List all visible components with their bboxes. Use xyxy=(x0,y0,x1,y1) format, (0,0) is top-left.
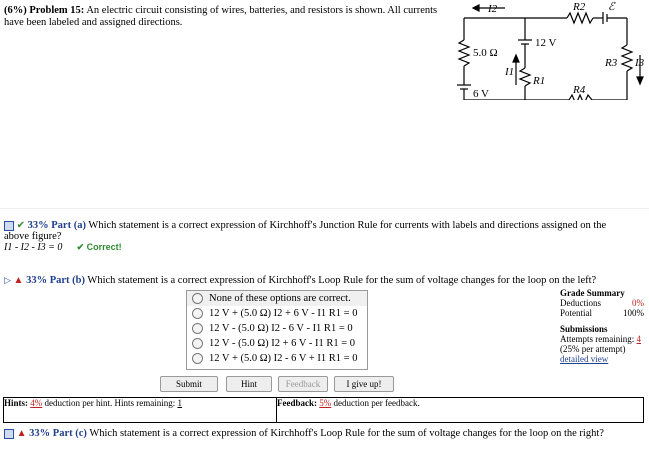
option-0[interactable]: None of these options are correct. xyxy=(187,291,367,306)
part-b-title xyxy=(4,275,644,286)
collapse-icon[interactable] xyxy=(4,221,14,231)
label-6V: 6 V xyxy=(473,88,489,100)
warning-icon-c: ▲ xyxy=(16,428,27,440)
feedback-box: Feedback: 5% deduction per feedback. xyxy=(276,397,644,423)
label-I2: I2 xyxy=(488,3,498,15)
label-I3: I3 xyxy=(635,57,645,69)
problem-text-1: An electric circuit consisting of wires, batteries, and resistors is shown. All currents xyxy=(86,5,438,16)
hint-button[interactable]: Hint xyxy=(226,376,272,392)
problem-header xyxy=(4,5,454,29)
label-R4: R4 xyxy=(573,84,586,96)
part-a-answer: I1 - I2 - I3 = 0 xyxy=(4,242,63,254)
part-a xyxy=(4,220,644,253)
part-c xyxy=(4,428,644,439)
divider xyxy=(0,208,649,209)
answer-options xyxy=(186,290,368,370)
hints-box: Hints: 4% deduction per hint. Hints remaining: 1 xyxy=(3,397,277,423)
part-c-percent[interactable]: 33% Part (c) xyxy=(29,428,87,439)
radio-0[interactable] xyxy=(192,293,203,304)
radio-2[interactable] xyxy=(192,323,203,334)
label-R1: R1 xyxy=(533,75,546,87)
radio-1[interactable] xyxy=(192,308,203,319)
part-a-status: ✔ Correct! xyxy=(76,242,122,253)
label-I1: I1 xyxy=(505,66,515,78)
radio-3[interactable] xyxy=(192,338,203,349)
part-a-percent[interactable]: 33% Part (a) xyxy=(27,220,86,231)
submit-button[interactable]: Submit xyxy=(160,376,218,392)
problem-points: (6%) xyxy=(4,5,27,16)
label-R2: R2 xyxy=(573,1,586,13)
grade-summary: Grade Summary Deductions 0% Potential 100% Submissions Attempts remaining: 4 (25% per attempt) detailed view xyxy=(560,288,644,364)
problem-title: Problem 15: xyxy=(29,5,85,16)
option-1[interactable]: 12 V + (5.0 Ω) I2 + 6 V - I1 R1 = 0 xyxy=(187,306,367,321)
option-4[interactable]: 12 V + (5.0 Ω) I2 - 6 V + I1 R1 = 0 xyxy=(187,351,367,366)
circuit-diagram xyxy=(455,0,647,100)
feedback-button[interactable]: Feedback xyxy=(278,376,328,392)
expand-icon[interactable]: ▷ xyxy=(4,275,11,286)
label-R3: R3 xyxy=(605,57,618,69)
give-up-button[interactable]: I give up! xyxy=(334,376,394,392)
grade-title: Grade Summary xyxy=(560,288,625,298)
label-12V: 12 V xyxy=(535,37,557,49)
radio-4[interactable] xyxy=(192,353,203,364)
part-c-question: Which statement is a correct expression of Kirchhoff's Loop Rule for the sum of voltage changes for the loop on the right? xyxy=(89,428,604,439)
part-a-question: Which statement is a correct expression of Kirchhoff's Junction Rule for currents with labels and directions assigned on the xyxy=(88,220,607,231)
checkmark-icon: ✔ xyxy=(16,220,26,232)
warning-icon: ▲ xyxy=(13,275,24,287)
label-5ohm: 5.0 Ω xyxy=(473,47,498,59)
detailed-view-link[interactable]: detailed view xyxy=(560,354,609,364)
part-b-question: Which statement is a correct expression of Kirchhoff's Loop Rule for the sum of voltage changes for the loop on the left? xyxy=(87,275,597,286)
label-emf: ℰ xyxy=(608,1,615,13)
collapse-icon-c[interactable] xyxy=(4,429,14,439)
part-b-percent[interactable]: 33% Part (b) xyxy=(26,275,85,286)
option-3[interactable]: 12 V - (5.0 Ω) I2 + 6 V - I1 R1 = 0 xyxy=(187,336,367,351)
part-a-question2: above figure? xyxy=(4,231,62,243)
option-2[interactable]: 12 V - (5.0 Ω) I2 - 6 V - I1 R1 = 0 xyxy=(187,321,367,336)
problem-text-2: have been labeled and assigned directions. xyxy=(4,17,183,28)
